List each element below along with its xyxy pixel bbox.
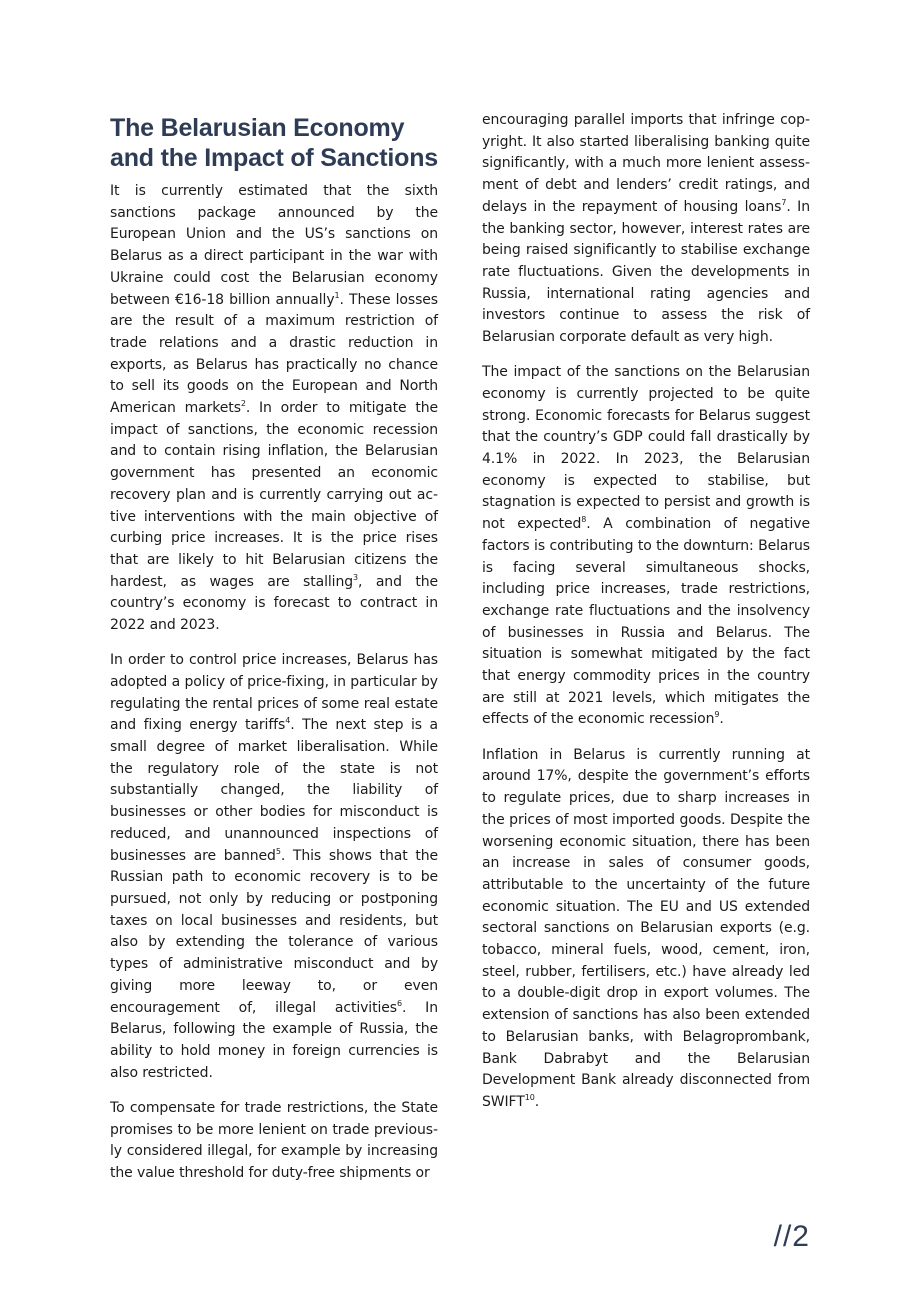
body-paragraph: [110, 1098, 438, 1185]
footnote-marker: 9: [714, 710, 720, 720]
body-paragraph: [482, 110, 810, 349]
body-paragraph: [110, 181, 438, 637]
body-paragraph: [482, 362, 810, 731]
paragraph-text: . This shows that the Russian path to economic recovery is to be pursued, not only by reducing or postponing taxes on local businesses and residents, but also by extending the tolerance of various types of administrative misconduct and by giving more leeway to, or even encouragement of, illegal activities: [110, 847, 438, 1016]
body-paragraph: [110, 650, 438, 1084]
paragraph-text: The impact of the sanctions on the Belarusian economy is currently projected to be quite strong. Economic forecasts for Belarus suggest that the country’s GDP could fall drastically by 4.1% in 2022. In 2023, the Belarusian economy is expected to stabilise, but stagnation is expected to persist and growth is not expected: [482, 364, 810, 533]
title-line-2: and the Impact of Sanctions: [110, 144, 438, 172]
footnote-marker: 10: [524, 1092, 535, 1102]
paragraph-text: In order to control price increases, Belarus has adopted a policy of price-fixing, in particular by regulating the rental prices of some real estate and fixing energy tariffs: [110, 652, 438, 734]
article-title: [110, 113, 438, 173]
paragraph-text: encouraging parallel imports that infringe copyright. It also started liberalising banking quite significantly, with a much more lenient assessment of debt and lenders’ credit ratings, and delays in the repayment of housing loans: [482, 112, 810, 215]
left-body: [110, 181, 438, 1185]
paragraph-text: , and the country’s economy is forecast to contract in 2022 and 2023.: [110, 573, 438, 634]
footnote-marker: 8: [581, 515, 587, 525]
footnote-marker: 1: [334, 290, 340, 300]
footnote-marker: 6: [396, 998, 402, 1008]
paragraph-text: . These losses are the result of a maximum restriction of trade relations and a drastic reduction in exports, as Belarus has practically no chance to sell its goods on the European and North American markets: [110, 291, 438, 417]
title-line-1: The Belarusian Economy: [110, 114, 405, 142]
footnote-marker: 7: [781, 197, 787, 207]
left-column: [110, 113, 438, 1198]
footnote-marker: 3: [353, 572, 359, 582]
right-column: [482, 110, 810, 1127]
paragraph-text: . The next step is a small degree of market liberalisation. While the regulatory role of the state is not substantially changed, the liability of businesses or other bodies for misconduct is reduced, and unannounced inspections of businesses are banned: [110, 717, 438, 864]
paragraph-text: .: [534, 1093, 540, 1110]
paragraph-text: . A combination of negative factors is contributing to the downturn: Belarus is facing several simultaneous shocks, including price increases, trade restrictions, exchange rate fluctuations and the insolvency of businesses in Russia and Belarus. The situation is somewhat mitigated by the fact that energy commodity prices in the country are still at 2021 levels, which mitigates the effects of the economic recession: [482, 516, 810, 728]
right-body: [482, 110, 810, 1114]
paragraph-text: . In the banking sector, however, interest rates are being raised significantly to stabilise exchange rate fluctuations. Given the developments in Russia, international rating agencies and investors continue to assess the risk of Belarusian corporate default as very high.: [482, 198, 810, 346]
paragraph-text: Inflation in Belarus is currently running at around 17%, despite the government’s efforts to regulate prices, due to sharp increases in the prices of most imported goods. Despite the worsening economic situation, there has been an increase in sales of consumer goods, attributable to the uncertainty of the future economic situation. The EU and US extended sectoral sanctions on Belarusian exports (e.g. tobacco, mineral fuels, wood, cement, iron, steel, rubber, fertilisers, etc.) have already led to a double-digit drop in export volumes. The extension of sanctions has also been extended to Belarusian banks, with Belagroprombank, Bank Dabrabyt and the Belarusian Development Bank already disconnected from SWIFT: [482, 746, 810, 1110]
paragraph-text: .: [719, 711, 724, 728]
footnote-marker: 2: [240, 399, 246, 409]
footnote-marker: 5: [275, 846, 281, 856]
paragraph-text: To compensate for trade restrictions, the State promises to be more lenient on trade previously considered illegal, for example by increasing the value threshold for duty-free shipments or: [110, 1099, 438, 1181]
paragraph-text: It is currently estimated that the sixth sanctions package announced by the European Union and the US’s sanctions on Belarus as a direct participant in the war with Ukraine could cost the Belarusian economy between €16-18 billion annually: [110, 183, 438, 308]
footnote-marker: 4: [285, 716, 291, 726]
page-number: //2: [773, 1220, 810, 1253]
paragraph-text: . In Belarus, following the example of Russia, the ability to hold money in foreign currencies is also restricted.: [110, 999, 438, 1081]
body-paragraph: [482, 745, 810, 1114]
paragraph-text: . In order to mitigate the impact of sanctions, the economic recession and to contain rising inflation, the Belarusian government has presented an economic recovery plan and is currently carrying out active interventions with the main objective of curbing price increases. It is the price rises that are likely to hit Belarusian citizens the hardest, as wages are stalling: [110, 400, 438, 590]
